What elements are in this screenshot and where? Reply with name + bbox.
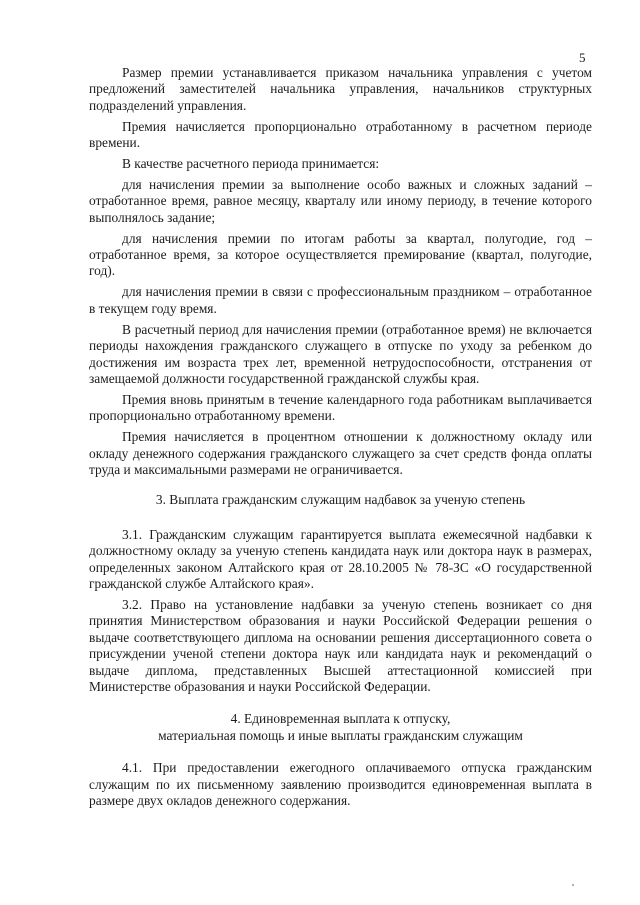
paragraph: 3.2. Право на установление надбавки за ученую степень возникает со дня принятия Министерством образования и науки Российской Федерации решения о выдаче соответствующего диплома на основании решения диссертационного совета о присуждении ученой степени доктора наук или кандидата наук и рекомендаций о выдаче диплома, представленных Высшей аттестационной комиссией при Министерстве образования и науки Российской Федерации. [89,596,592,694]
paragraph: В расчетный период для начисления премии (отработанное время) не включается периоды нахождения гражданского служащего в отпуске по уходу за ребенком до достижения им возраста трех лет, временной нетрудоспособности, отстранения от замещаемой должности государственной гражданской службы края. [89,321,592,386]
paragraph: 3.1. Гражданским служащим гарантируется выплата ежемесячной надбавки к должностному окладу за ученую степень кандидата наук или доктора наук в размерах, определенных законом Алтайского края от 28.10.2005 № 78-ЗС «О государственной гражданской службе Алтайского края». [89,526,592,591]
section-heading-3 [89,492,592,508]
paragraph: для начисления премии за выполнение особо важных и сложных заданий – отработанное время, равное месяцу, кварталу или иному периоду, в течение которого выполнялось задание; [89,176,592,225]
section-heading-line: 4. Единовременная выплата к отпуску, [230,711,451,727]
paragraph: для начисления премии по итогам работы за квартал, полугодие, год – отработанное время, за которое осуществляется премирование (квартал, полугодие, год). [89,230,592,279]
section-heading-text: 3. Выплата гражданским служащим надбавок за ученую степень [155,492,526,508]
page-number: 5 [579,50,586,65]
section-heading-4 [89,711,592,744]
paragraph: В качестве расчетного периода принимается: [122,156,380,172]
paragraph: Премия начисляется пропорционально отработанному в расчетном периоде времени. [89,118,592,151]
section-heading-line: материальная помощь и иные выплаты гражданским служащим [158,727,523,743]
paragraph: 4.1. При предоставлении ежегодного оплачиваемого отпуска гражданским служащим по их письменному заявлению производится единовременная выплата в размере двух окладов денежного содержания. [89,760,592,808]
document-body [89,65,592,814]
paragraph: Премия начисляется в процентном отношении к должностному окладу или окладу денежного содержания гражданского служащего за счет средств фонда оплаты труда и максимальными размерами не ограничивается. [89,429,592,477]
paragraph: Премия вновь принятым в течение календарного года работникам выплачивается пропорционально отработанному времени. [89,391,592,424]
paragraph: Размер премии устанавливается приказом начальника управления с учетом предложений заместителей начальника управления, начальников структурных подразделений управления. [89,65,592,113]
scan-speck [572,884,574,886]
paragraph: для начисления премии в связи с профессиональным праздником – отработанное в текущем году время. [89,284,592,316]
